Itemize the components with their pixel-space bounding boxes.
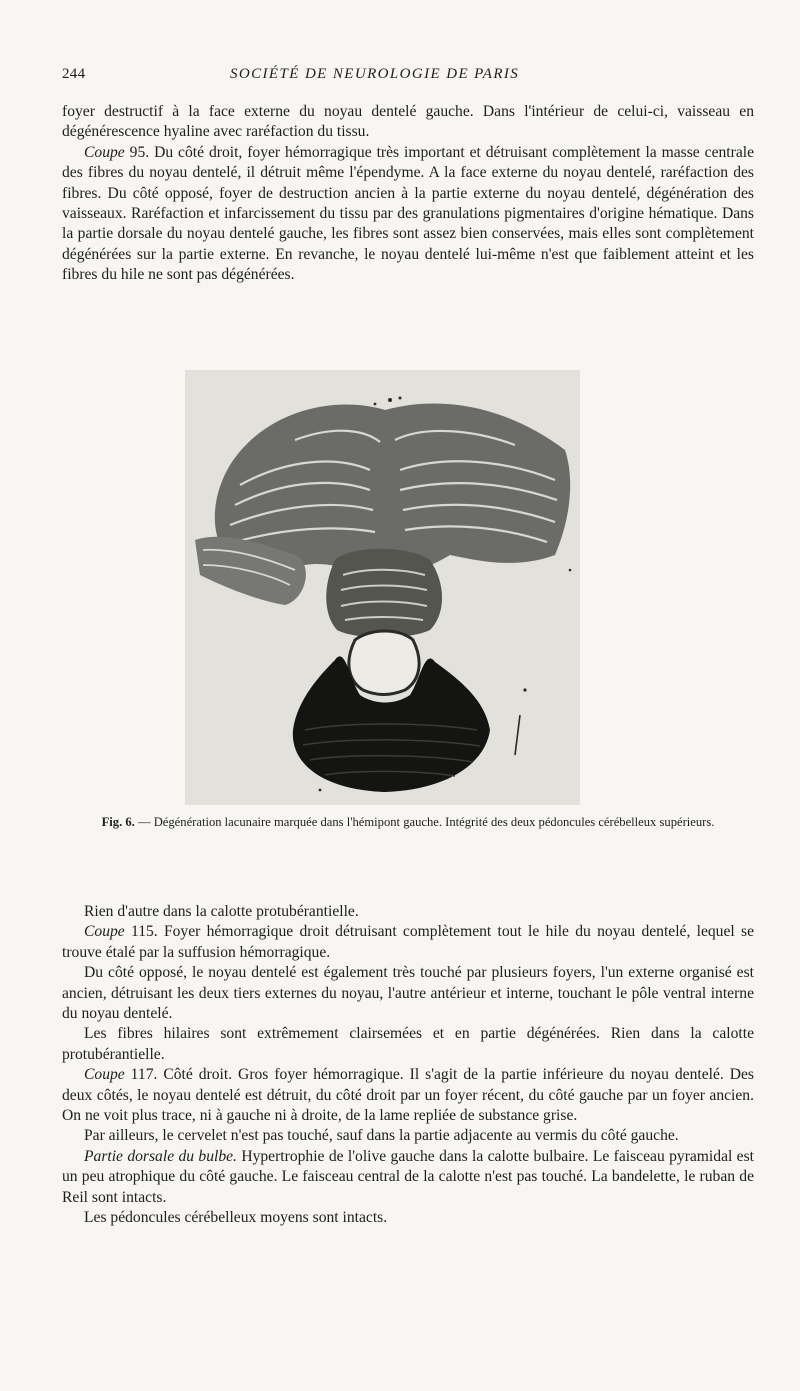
paragraph xyxy=(62,922,754,963)
paragraph: Du côté opposé, le noyau dentelé est également très touché par plusieurs foyers, l'un externe organisé est ancien, détruisant les deux tiers externes du noyau, l'autre antérieur et interne, touchant le pôle ventral interne du noyau dentelé. xyxy=(62,964,754,1023)
paragraph xyxy=(62,1147,754,1208)
brain-section-micrograph xyxy=(185,370,580,805)
paragraph: foyer destructif à la face externe du noyau dentelé gauche. Dans l'intérieur de celui-ci, vaisseau en dégénérescence hyaline avec raréfaction du tissu. xyxy=(62,103,754,141)
paragraph-body: 115. Foyer hémorragique droit détruisant complètement tout le hile du noyau dentelé, lequel se trouve étalé par la suffusion hémorragique. xyxy=(62,923,754,961)
paragraph: Les fibres hilaires sont extrêmement clairsemées et en partie dégénérées. Rien dans la calotte protubérantielle. xyxy=(62,1025,754,1063)
running-head xyxy=(62,62,752,86)
paragraph: Par ailleurs, le cervelet n'est pas touché, sauf dans la partie adjacente au vermis du côté gauche. xyxy=(84,1127,679,1145)
figure-caption xyxy=(62,814,754,830)
paragraph-body: Hypertrophie de l'olive gauche dans la calotte bulbaire. Le faisceau pyramidal est un peu atrophique du côté gauche. Le faisceau central de la calotte n'est pas touché. La bandelette, le ruban de Reil sont intacts. xyxy=(62,1147,754,1206)
paragraph xyxy=(62,143,754,286)
top-text-block xyxy=(62,102,754,286)
paragraph: Rien d'autre dans la calotte protubérantielle. xyxy=(84,903,359,920)
section-label: Partie dorsale du bulbe. xyxy=(84,1147,237,1165)
journal-title: SOCIÉTÉ DE NEUROLOGIE DE PARIS xyxy=(230,66,520,82)
section-label: Coupe xyxy=(84,143,125,161)
caption-text: — Dégénération lacunaire marquée dans l'hémipont gauche. Intégrité des deux pédoncules cérébelleux supérieurs. xyxy=(134,815,715,829)
paragraph-body: 117. Côté droit. Gros foyer hémorragique. Il s'agit de la partie inférieure du noyau dentelé. Des deux côtés, le noyau dentelé est détruit, du côté droit par un foyer récent, du côté gauche par un foyer ancien. On ne voit plus trace, ni à gauche ni à droite, de la lame repliée de substance grise. xyxy=(62,1066,754,1125)
page-number: 244 xyxy=(62,66,86,82)
figure-micrograph xyxy=(185,370,580,805)
paragraph xyxy=(62,1065,754,1126)
figure-label: Fig. 6. xyxy=(101,815,135,829)
paragraph-body: 95. Du côté droit, foyer hémorragique très important et détruisant complètement la masse centrale des fibres du noyau dentelé, il détruit même l'épendyme. A la face externe du noyau dentelé, raréfaction des fibres. Du côté opposé, foyer de destruction ancien à la partie externe du noyau dentelé, dégénération des vaisseaux. Raréfaction et infarcissement du tissu par des granulations pigmentaires d'origine hématique. Dans la partie dorsale du noyau dentelé gauche, les fibres sont assez bien conservées, mais elles sont complètement dégénérées sur la partie externe. En revanche, le noyau dentelé lui-même n'est que faiblement atteint et les fibres du hile ne sont pas dégénérées. xyxy=(62,143,754,284)
bottom-text-block xyxy=(62,902,754,1229)
paragraph: Les pédoncules cérébelleux moyens sont intacts. xyxy=(84,1209,388,1227)
section-label: Coupe xyxy=(84,1066,125,1084)
section-label: Coupe xyxy=(84,923,125,941)
